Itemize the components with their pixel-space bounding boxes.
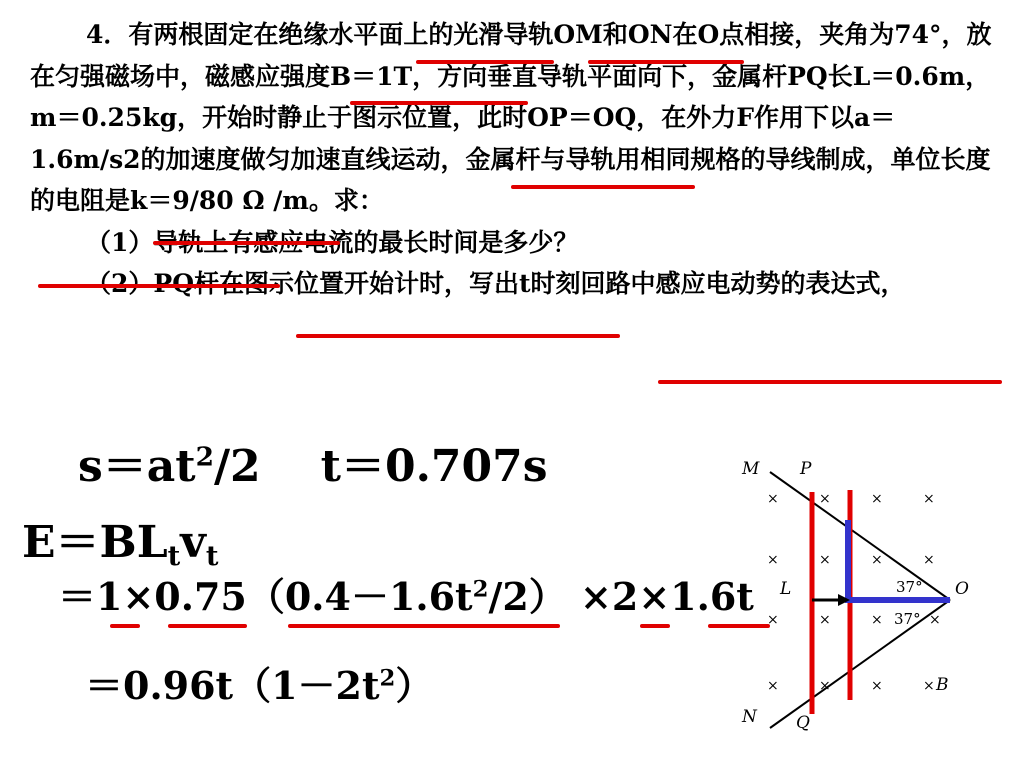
solution-text: v bbox=[180, 517, 206, 568]
field-cross: × bbox=[767, 678, 779, 694]
label-p: P bbox=[800, 459, 812, 479]
solution-text: /2） ×2×1.6t bbox=[488, 574, 754, 619]
label-m: M bbox=[742, 459, 760, 479]
solution-line-4 bbox=[85, 655, 433, 710]
field-cross: × bbox=[871, 552, 883, 568]
question-2: （2）PQ杆在图示位置开始计时，写出t时刻回路中感应电动势的表达式， bbox=[86, 269, 906, 298]
solution-text: ＝1×0.75（0.4－1.6t bbox=[58, 574, 473, 619]
field-cross: × bbox=[767, 552, 779, 568]
rail-on bbox=[770, 600, 950, 728]
problem-text bbox=[30, 14, 1005, 305]
field-cross: × bbox=[767, 612, 779, 628]
field-cross: × bbox=[871, 678, 883, 694]
field-cross: × bbox=[819, 678, 831, 694]
solution-line-3 bbox=[58, 566, 754, 621]
solution-text: ＝0.96t（1－2t bbox=[85, 663, 380, 708]
question-1: （1）导轨上有感应电流的最长时间是多少？ bbox=[86, 227, 579, 257]
solution-line-2 bbox=[22, 506, 218, 572]
field-cross: × bbox=[767, 491, 779, 507]
solution-subscript: t bbox=[167, 540, 181, 572]
solution-text: /2 bbox=[213, 441, 261, 492]
problem-statement: 4．有两根固定在绝缘水平面上的光滑导轨OM和ON在O点相接，夹角为74°，放在匀强磁场中，磁感应强度B＝1T，方向垂直导轨平面向下，金属杆PQ长L＝0.6m，m＝0.25kg，开始时静止于图示位置，此时OP＝OQ，在外力F作用下以a＝1.6m/s2的加速度做匀加速直线运动，金属杆与导轨用相同规格的导线制成，单位长度的电阻是k＝9/80 Ω /m。求： bbox=[30, 20, 992, 215]
solution-exponent: 2 bbox=[379, 665, 396, 692]
field-cross: × bbox=[871, 491, 883, 507]
solution-text: E＝BL bbox=[22, 517, 168, 568]
solution-text: t＝0.707s bbox=[320, 441, 548, 492]
label-l: L bbox=[780, 579, 792, 599]
solution-text: s＝at bbox=[78, 441, 196, 492]
field-cross: × bbox=[819, 552, 831, 568]
solution-exponent: 2 bbox=[195, 441, 214, 473]
solution-text: ） bbox=[395, 663, 434, 708]
label-b: B bbox=[936, 675, 949, 695]
field-cross: × bbox=[929, 612, 941, 628]
field-cross: × bbox=[819, 612, 831, 628]
label-n: N bbox=[742, 707, 757, 727]
field-cross: × bbox=[923, 552, 935, 568]
solution-line-1 bbox=[78, 430, 548, 494]
solution-exponent: 2 bbox=[472, 576, 489, 603]
field-cross: × bbox=[819, 491, 831, 507]
angle-label-bottom: 37° bbox=[894, 610, 921, 628]
label-q: Q bbox=[796, 713, 810, 733]
field-cross: × bbox=[871, 612, 883, 628]
field-cross: × bbox=[923, 678, 935, 694]
label-o: O bbox=[955, 579, 969, 599]
rails-diagram bbox=[730, 452, 990, 742]
solution-subscript: t bbox=[205, 540, 219, 572]
field-cross: × bbox=[923, 491, 935, 507]
angle-label-top: 37° bbox=[896, 578, 923, 596]
